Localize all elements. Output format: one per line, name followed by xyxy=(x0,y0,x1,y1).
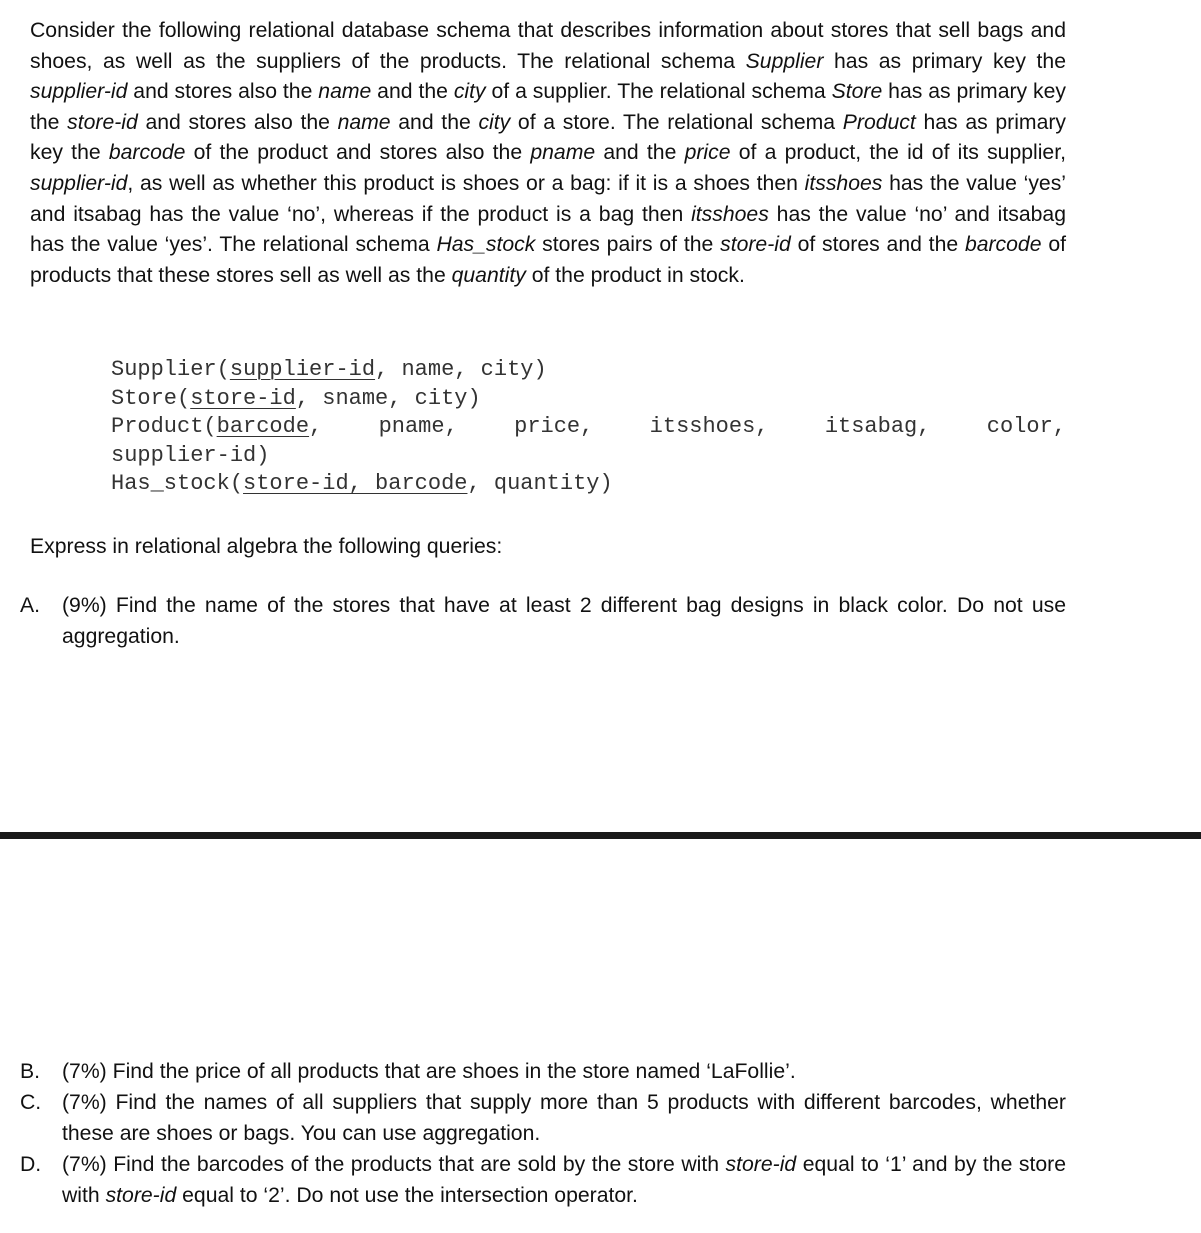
intro-term: Has_stock xyxy=(436,233,536,257)
intro-term: supplier-id xyxy=(30,80,128,104)
primary-key: supplier-id xyxy=(229,357,376,382)
schema-store xyxy=(111,385,1066,414)
intro-text: has the value ‘no’ and itsabag has the value ‘yes’. The relational schema xyxy=(30,202,1066,257)
queries-prompt: Express in relational algebra the following queries: xyxy=(30,535,503,558)
schema-attribute: price, xyxy=(514,414,594,440)
intro-term: quantity xyxy=(451,263,526,287)
question-text: (7%) Find the names of all suppliers that supply more than 5 products with different barcodes, whether these are shoes or bags. You can use aggregation. xyxy=(62,1091,1066,1145)
intro-text: of products that these stores sell as well as the xyxy=(30,233,1066,287)
question-letter: D. xyxy=(20,1153,42,1176)
schema-attributes: , quantity) xyxy=(467,471,613,497)
question-term: store-id xyxy=(725,1153,797,1176)
question-term: store-id xyxy=(105,1183,177,1207)
schema-paren: ( xyxy=(216,357,230,382)
schema-attributes: , sname, city) xyxy=(295,385,481,411)
schema-attribute: color, xyxy=(986,414,1066,440)
relation-name: Has_stock xyxy=(111,471,230,497)
intro-term: city xyxy=(478,110,511,134)
intro-text: of a supplier. The relational schema xyxy=(485,80,832,104)
intro-text: of a store. The relational schema xyxy=(510,110,843,134)
intro-term: Product xyxy=(842,110,916,134)
intro-text: of stores and the xyxy=(790,233,965,257)
intro-term: Store xyxy=(831,80,883,104)
question-c xyxy=(20,1088,1066,1149)
intro-term: city xyxy=(453,80,486,104)
question-letter: B. xyxy=(20,1060,41,1083)
question-d xyxy=(20,1150,1066,1211)
intro-term: Supplier xyxy=(745,49,824,73)
intro-text: has as primary key the xyxy=(30,110,1067,165)
relation-name: Store xyxy=(111,385,178,411)
schema-paren: ( xyxy=(203,414,217,440)
intro-text: stores pairs of the xyxy=(535,233,721,257)
intro-text: , as well as whether this product is shoes or a bag: if it is a shoes then xyxy=(127,171,805,195)
primary-key: barcode xyxy=(216,414,310,440)
question-letter: C. xyxy=(20,1091,42,1114)
section-divider xyxy=(0,832,1201,839)
schema-attribute: supplier-id) xyxy=(111,442,270,468)
intro-text: of a product, the id of its supplier, xyxy=(730,141,1066,165)
intro-text: of the product and stores also the xyxy=(185,141,531,165)
question-text-part: (7%) Find the barcodes of the products that are sold by the store with xyxy=(62,1153,726,1176)
question-b xyxy=(20,1057,1066,1088)
intro-term: barcode xyxy=(964,233,1042,257)
question-a xyxy=(20,591,1066,652)
intro-text: has as primary key the xyxy=(30,80,1067,134)
intro-term: store-id xyxy=(720,233,791,257)
question-text-part: equal to ‘1’ and by the store with xyxy=(62,1153,1066,1207)
intro-text: has the value ‘yes’ and itsabag has the value ‘no’, whereas if the product is a bag then xyxy=(30,171,1066,226)
question-text xyxy=(62,1150,1066,1211)
intro-term: name xyxy=(337,110,391,134)
intro-term: barcode xyxy=(108,141,186,165)
intro-term: store-id xyxy=(67,110,138,134)
relation-name: Supplier xyxy=(111,357,217,382)
intro-term: name xyxy=(318,80,372,104)
intro-text: and stores also the xyxy=(127,80,319,104)
schema-block xyxy=(111,356,1066,499)
intro-text: and stores also the xyxy=(137,110,338,134)
intro-term: itsshoes xyxy=(804,171,883,195)
relation-name: Product xyxy=(111,414,204,440)
schema-attribute: itsshoes, xyxy=(649,414,769,440)
question-text-part: equal to ‘2’. Do not use the intersection operator. xyxy=(176,1183,638,1207)
schema-has-stock xyxy=(111,470,1066,499)
schema-attribute: pname, xyxy=(378,414,458,440)
intro-term: supplier-id xyxy=(30,171,128,195)
question-text: (9%) Find the name of the stores that have at least 2 different bag designs in black color. Do not use aggregation. xyxy=(62,594,1066,648)
schema-paren: ( xyxy=(229,471,244,497)
intro-term: price xyxy=(684,141,731,165)
intro-text: has as primary key the xyxy=(823,49,1066,73)
intro-text: of the product in stock. xyxy=(525,263,745,287)
primary-key: store-id, barcode xyxy=(243,471,468,497)
intro-text: Consider the following relational database schema that describes information about stores that sell bags and shoes, as well as the suppliers of the products. The relational schema xyxy=(30,19,1066,73)
product-head xyxy=(111,413,322,442)
intro-term: itsshoes xyxy=(691,202,769,226)
schema-product xyxy=(111,413,1066,442)
question-text: (7%) Find the price of all products that are shoes in the store named ‘LaFollie’. xyxy=(62,1060,796,1083)
intro-text: and the xyxy=(371,80,454,104)
schema-product-cont xyxy=(111,442,1066,471)
question-letter: A. xyxy=(20,594,41,617)
schema-attributes: , name, city) xyxy=(375,357,547,382)
schema-comma: , xyxy=(309,414,323,440)
intro-term: pname xyxy=(530,141,596,165)
intro-paragraph xyxy=(30,16,1066,291)
schema-attribute: itsabag, xyxy=(824,414,931,440)
intro-text: and the xyxy=(390,110,479,134)
schema-supplier xyxy=(111,356,1066,385)
primary-key: store-id xyxy=(190,385,296,411)
intro-text: and the xyxy=(595,141,685,165)
schema-paren: ( xyxy=(177,385,191,411)
